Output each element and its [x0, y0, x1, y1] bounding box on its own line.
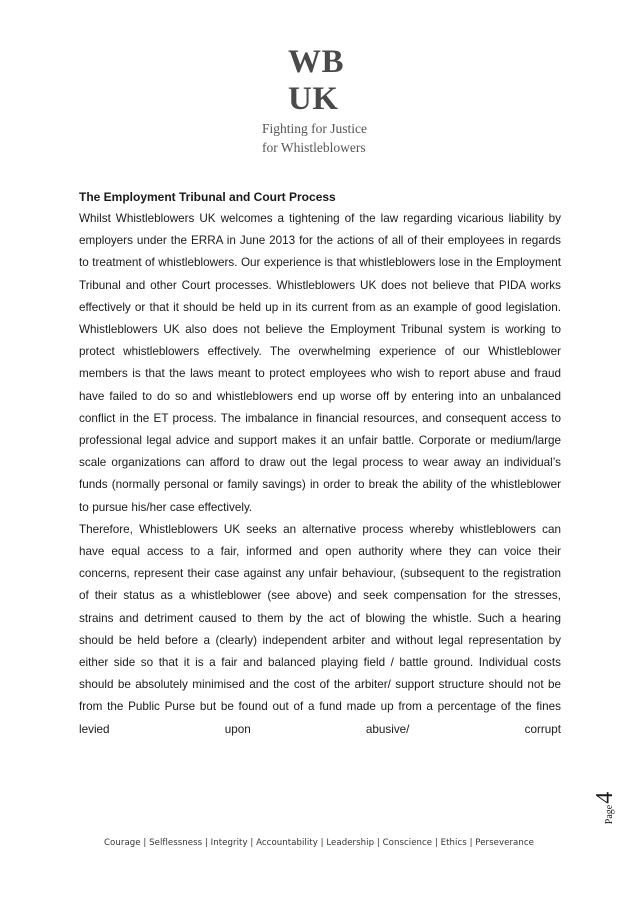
- footer-values: Courage | Selflessness | Integrity | Accountability | Leadership | Conscience | Ethics | Perseverance: [104, 838, 534, 848]
- page-number: [575, 788, 635, 828]
- logo-wb: WB: [288, 44, 345, 80]
- document-body: [79, 186, 561, 741]
- logo-tagline-line2: for Whistleblowers: [262, 140, 366, 155]
- logo-uk: UK: [288, 81, 339, 117]
- page-label: Page: [604, 804, 615, 825]
- page-digit: 4: [592, 791, 618, 804]
- section-heading: The Employment Tribunal and Court Process: [79, 190, 336, 204]
- paragraph-alternative-process: Therefore, Whistleblowers UK seeks an alternative process whereby whistleblowers can have equal access to a fair, informed and open authority where they can voice their concerns, represent their case against any unfair behaviour, (subsequent to the registration of their status as a whistleblower (see above) and seek compensation for the stresses, strains and detriment caused to them by the act of blowing the whistle. Such a hearing should be held before a (clearly) independent arbiter and without legal representation by either side so that it is a fair and balanced playing field / battle ground. Individual costs should be absolutely minimised and the cost of the arbiter/ support structure should not be from the Public Purse but be found out of a fund made up from a percentage of the fines levied upon abusive/ corrupt: [79, 522, 561, 736]
- organisation-logo: [262, 44, 402, 156]
- logo-tagline-line1: Fighting for Justice: [262, 121, 367, 136]
- paragraph-employment-tribunal: Whilst Whistleblowers UK welcomes a tightening of the law regarding vicarious liability by employers under the ERRA in June 2013 for the actions of all of their employees in regards to treatment of whistleblowers. Our experience is that whistleblowers lose in the Employment Tribunal and other Court processes. Whistleblowers UK does not believe that PIDA works effectively or that it should be held up in its current from as an example of good legislation. Whistleblowers UK also does not believe the Employment Tribunal system is working to protect whistleblowers effectively. The overwhelming experience of our Whistleblower members is that the laws meant to protect employees who wish to report abuse and fraud have failed to do so and whistleblowers end up worse off by entering into an unbalanced conflict in the ET process. The imbalance in financial resources, and consequent access to professional legal advice and support makes it an unfair battle. Corporate or medium/large scale organizations can afford to draw out the legal process to wear away an individual’s funds (normally personal or family savings) in order to break the ability of the whistleblower to pursue his/her case effectively.: [79, 212, 561, 514]
